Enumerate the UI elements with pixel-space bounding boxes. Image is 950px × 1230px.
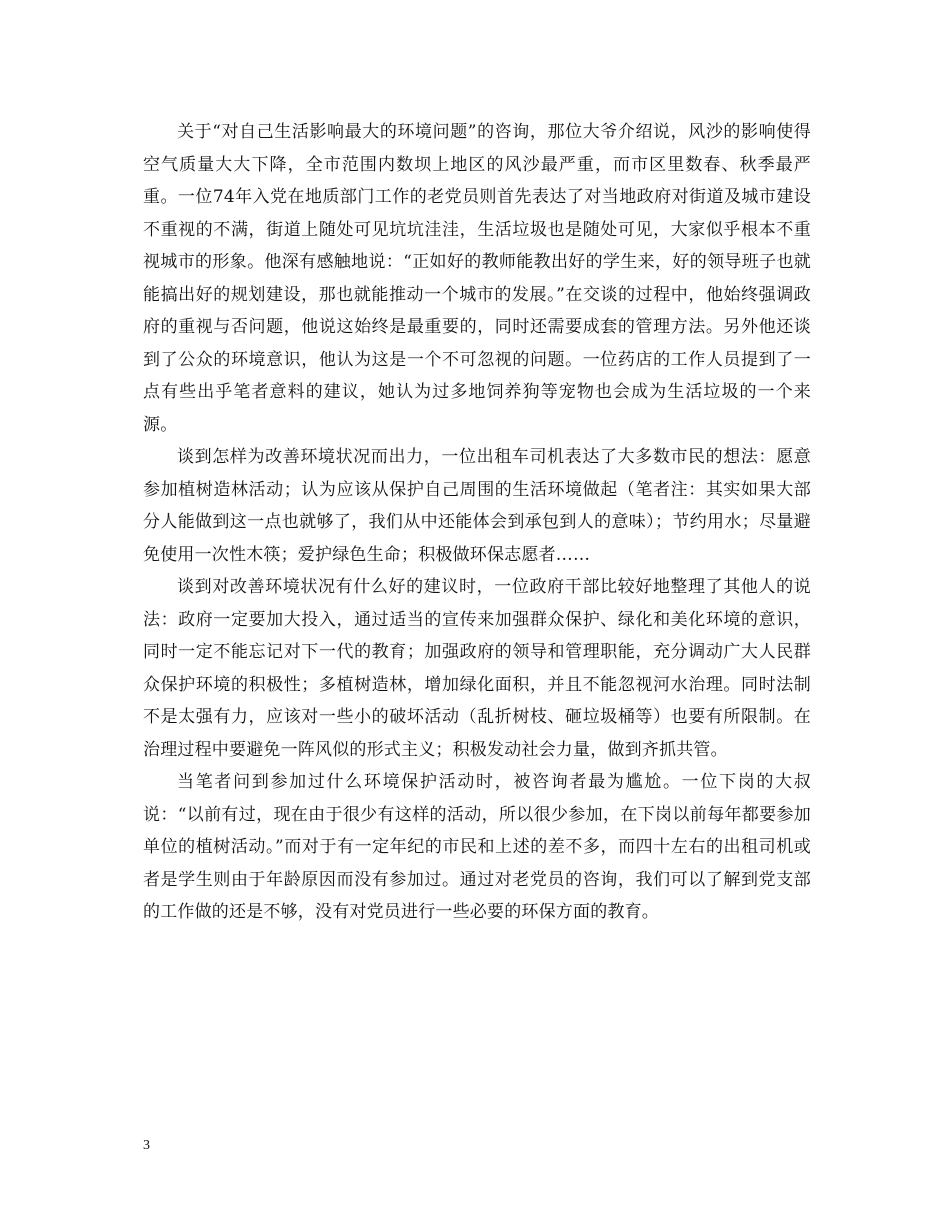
document-body: [143, 116, 811, 929]
paragraph-improvement-efforts: 谈到怎样为改善环境状况而出力，一位出租车司机表达了大多数市民的想法：愿意参加植树造林活动；认为应该从保护自己周围的生活环境做起（笔者注：其实如果大部分人能做到这一点也就够了，我们从中还能体会到承包到人的意味）；节约用水；尽量避免使用一次性木筷；爱护绿色生命；积极做环保志愿者……: [143, 447, 811, 565]
paragraph-suggestions: 谈到对改善环境状况有什么好的建议时，一位政府干部比较好地整理了其他人的说法：政府一定要加大投入，通过适当的宣传来加强群众保护、绿化和美化环境的意识，同时一定不能忘记对下一代的教育；加强政府的领导和管理职能，充分调动广大人民群众保护环境的积极性；多植树造林，增加绿化面积，并且不能忽视河水治理。同时法制不是太强有力，应该对一些小的破坏活动（乱折树枝、砸垃圾桶等）也要有所限制。在治理过程中要避免一阵风似的形式主义；积极发动社会力量，做到齐抓共管。: [143, 577, 811, 760]
paragraph-environment-issues: 关于“对自己生活影响最大的环境问题”的咨询，那位大爷介绍说，风沙的影响使得空气质量大大下降，全市范围内数坝上地区的风沙最严重，而市区里数春、秋季最严重。一位74年入党在地质部门工作的老党员则首先表达了对当地政府对街道及城市建设不重视的不满，街道上随处可见坑坑洼洼，生活垃圾也是随处可见，大家似乎根本不重视城市的形象。他深有感触地说：“正如好的教师能教出好的学生来，好的领导班子也就能搞出好的规划建设，那也就能推动一个城市的发展。”在交谈的过程中，他始终强调政府的重视与否问题，他说这始终是最重要的，同时还需要成套的管理方法。另外他还谈到了公众的环境意识，他认为这是一个不可忽视的问题。一位药店的工作人员提到了一点有些出乎笔者意料的建议，她认为过多地饲养狗等宠物也会成为生活垃圾的一个来源。: [143, 122, 811, 435]
paragraph-protection-activities: 当笔者问到参加过什么环境保护活动时，被咨询者最为尴尬。一位下岗的大叔说：“以前有过，现在由于很少有这样的活动，所以很少参加，在下岗以前每年都要参加单位的植树活动。”而对于有一定年纪的市民和上述的差不多，而四十左右的出租司机或者是学生则由于年龄原因而没有参加过。通过对老党员的咨询，我们可以了解到党支部的工作做的还是不够，没有对党员进行一些必要的环保方面的教育。: [143, 772, 811, 922]
page-number: 3: [143, 1138, 150, 1153]
